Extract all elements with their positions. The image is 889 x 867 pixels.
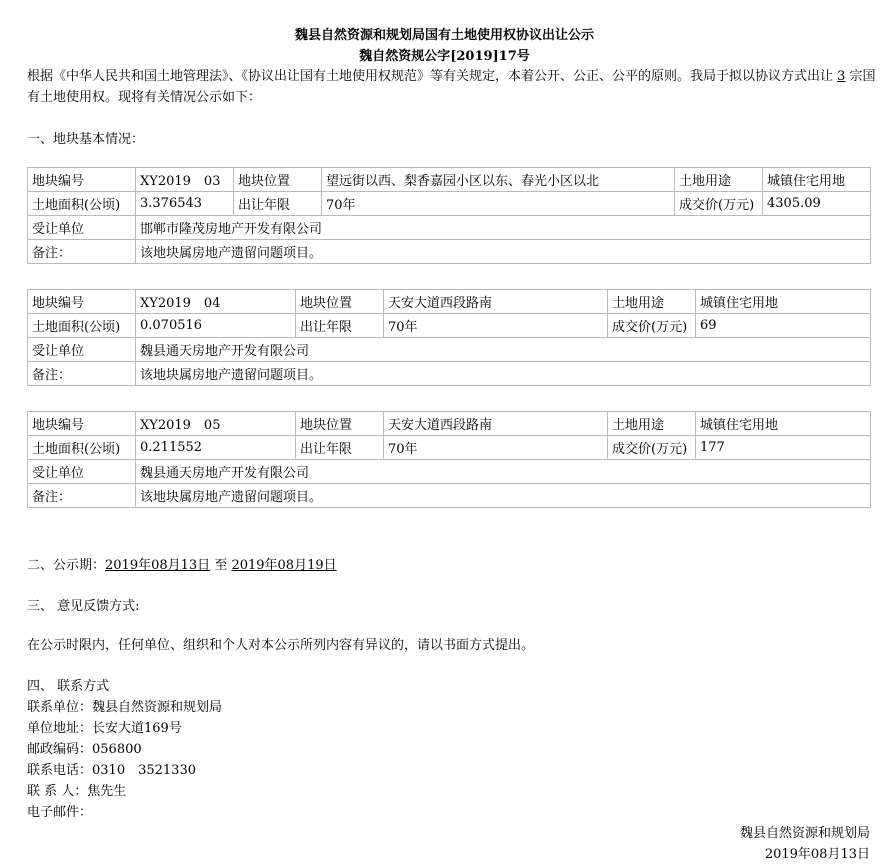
- grantee-label: 受让单位: [28, 216, 136, 240]
- feedback-text: 在公示时限内，任何单位、组织和个人对本公示所列内容有异议的，请以书面方式提出。: [27, 638, 535, 653]
- intro-text-before: 根据《中华人民共和国土地管理法》、《协议出让国有土地使用权规范》等有关规定，本着公开、公正、公平的原则。我局于拟以协议方式出让: [27, 69, 838, 84]
- term-label: 出让年限: [234, 192, 322, 216]
- price-value: 69: [696, 314, 871, 338]
- term-value: 70年: [384, 314, 608, 338]
- parcel-no-label: 地块编号: [28, 168, 136, 192]
- remark-label: 备注：: [28, 484, 136, 508]
- price-value: 4305.09: [763, 192, 871, 216]
- table-row: [28, 290, 871, 314]
- contact-person: 联 系 人：焦先生: [27, 784, 127, 799]
- contact-postcode: 邮政编码：056800: [27, 742, 142, 757]
- doc-number: 魏自然资规公字[2019]17号: [359, 49, 530, 64]
- area-label: 土地面积(公顷): [28, 192, 136, 216]
- section-1-heading: 一、地块基本情况：: [27, 132, 145, 147]
- table-row: [28, 484, 871, 508]
- remark-value: 该地块属房地产遗留问题项目。: [136, 240, 871, 264]
- location-label: 地块位置: [296, 290, 384, 314]
- location-value: 天安大道西段路南: [384, 290, 608, 314]
- table-row: [28, 192, 871, 216]
- contact-unit: 联系单位：魏县自然资源和规划局: [27, 700, 223, 715]
- table-row: [28, 168, 871, 192]
- use-label: 土地用途: [608, 412, 696, 436]
- parcel-count: 3: [837, 69, 846, 84]
- footer-date: 2019年08月13日: [764, 847, 870, 862]
- area-label: 土地面积(公顷): [28, 436, 136, 460]
- table-row: [28, 216, 871, 240]
- location-value: 望远街以西、梨香嘉园小区以东、春光小区以北: [322, 168, 675, 192]
- term-value: 70年: [384, 436, 608, 460]
- remark-value: 该地块属房地产遗留问题项目。: [136, 362, 871, 386]
- contact-phone: 联系电话：0310 3521330: [27, 763, 196, 778]
- parcel-no-label: 地块编号: [28, 412, 136, 436]
- remark-label: 备注：: [28, 240, 136, 264]
- table-row: [28, 460, 871, 484]
- table-row: [28, 362, 871, 386]
- parcel-no-value: XY2019 04: [136, 290, 296, 314]
- publicity-start-date: 2019年08月13日: [105, 558, 211, 573]
- price-value: 177: [696, 436, 871, 460]
- contact-address: 单位地址：长安大道169号: [27, 721, 182, 736]
- parcel-no-label: 地块编号: [28, 290, 136, 314]
- table-row: [28, 240, 871, 264]
- use-value: 城镇住宅用地: [763, 168, 871, 192]
- location-label: 地块位置: [296, 412, 384, 436]
- area-value: 0.211552: [136, 436, 296, 460]
- publicity-separator: 至: [210, 558, 232, 573]
- intro-paragraph: [27, 66, 877, 108]
- parcel-table-2: [27, 289, 871, 386]
- grantee-value: 邯郸市隆茂房地产开发有限公司: [136, 216, 871, 240]
- term-value: 70年: [322, 192, 675, 216]
- footer-org: 魏县自然资源和规划局: [739, 826, 870, 841]
- section-3-heading: 三、 意见反馈方式:: [27, 599, 140, 614]
- area-label: 土地面积(公顷): [28, 314, 136, 338]
- use-value: 城镇住宅用地: [696, 290, 871, 314]
- grantee-value: 魏县通天房地产开发有限公司: [136, 460, 871, 484]
- grantee-label: 受让单位: [28, 338, 136, 362]
- use-label: 土地用途: [675, 168, 763, 192]
- contact-email: 电子邮件：: [27, 805, 93, 820]
- remark-value: 该地块属房地产遗留问题项目。: [136, 484, 871, 508]
- table-row: [28, 412, 871, 436]
- parcel-no-value: XY2019 05: [136, 412, 296, 436]
- use-label: 土地用途: [608, 290, 696, 314]
- area-value: 3.376543: [136, 192, 234, 216]
- location-label: 地块位置: [234, 168, 322, 192]
- parcel-table-3: [27, 411, 871, 508]
- location-value: 天安大道西段路南: [384, 412, 608, 436]
- table-row: [28, 436, 871, 460]
- table-row: [28, 338, 871, 362]
- section-4-heading: 四、 联系方式: [27, 679, 110, 694]
- grantee-label: 受让单位: [28, 460, 136, 484]
- price-label: 成交价(万元): [675, 192, 763, 216]
- remark-label: 备注：: [28, 362, 136, 386]
- area-value: 0.070516: [136, 314, 296, 338]
- term-label: 出让年限: [296, 436, 384, 460]
- price-label: 成交价(万元): [608, 314, 696, 338]
- price-label: 成交价(万元): [608, 436, 696, 460]
- parcel-no-value: XY2019 03: [136, 168, 234, 192]
- notice-title: 魏县自然资源和规划局国有土地使用权协议出让公示: [294, 28, 594, 43]
- use-value: 城镇住宅用地: [696, 412, 871, 436]
- term-label: 出让年限: [296, 314, 384, 338]
- grantee-value: 魏县通天房地产开发有限公司: [136, 338, 871, 362]
- table-row: [28, 314, 871, 338]
- publicity-period: [27, 554, 337, 573]
- intro-text-after: 宗国有土地使用权。现将有关情况公示如下：: [27, 69, 876, 105]
- publicity-label: 二、公示期：: [27, 558, 106, 573]
- parcel-table-1: [27, 167, 871, 264]
- publicity-end-date: 2019年08月19日: [231, 558, 337, 573]
